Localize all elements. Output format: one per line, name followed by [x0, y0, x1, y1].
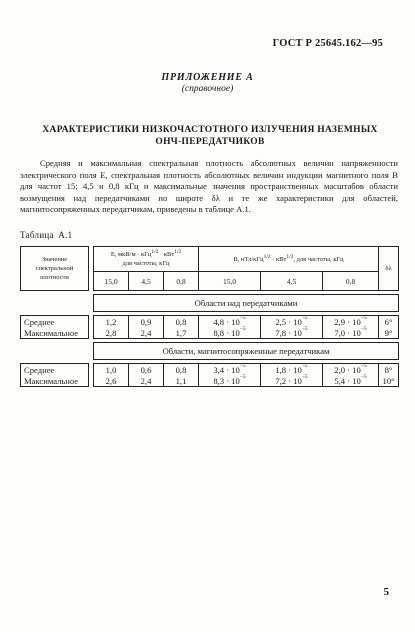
section-title: Области над передатчиками: [94, 295, 399, 312]
b-times: · 10: [288, 327, 302, 338]
b-mantissa: 8,3: [213, 375, 225, 386]
freq-b-2: 0,8: [323, 272, 379, 291]
table-row: [21, 364, 399, 376]
section-row: [21, 295, 399, 312]
e-value: 2,4: [129, 375, 164, 387]
caption-word: Таблица: [20, 230, 54, 240]
e-value: 1,7: [164, 327, 199, 339]
e-value: 0,9: [129, 316, 164, 328]
dl-value: 6°: [379, 316, 399, 328]
freq-b-1: 4,5: [261, 272, 323, 291]
b-exponent: −5: [239, 373, 246, 380]
document-title: [40, 124, 380, 148]
freq-e-0: 15,0: [94, 272, 129, 291]
page-number: 5: [383, 586, 389, 598]
b-value: [199, 316, 261, 328]
b-exponent: −5: [360, 373, 367, 380]
b-exponent: −5: [360, 362, 367, 369]
dl-value: 8°: [379, 364, 399, 376]
b-mantissa: 7,0: [334, 327, 346, 338]
b-value: [261, 364, 323, 376]
b-exponent: −5: [301, 373, 308, 380]
b-times: · 10: [288, 375, 302, 386]
b-times: · 10: [288, 316, 302, 327]
header-row: [21, 247, 399, 272]
b-value: [199, 327, 261, 339]
header-e-b: · кВт: [160, 251, 175, 258]
header-density: Значение спектральной плотности: [21, 247, 89, 291]
b-value: [199, 364, 261, 376]
b-times: · 10: [226, 375, 240, 386]
table-caption: [20, 230, 72, 240]
title-line-2: ОНЧ-ПЕРЕДАТЧИКОВ: [155, 137, 265, 147]
b-times: · 10: [288, 364, 302, 375]
e-value: 1,0: [94, 364, 129, 376]
e-value: 2,8: [94, 327, 129, 339]
b-exponent: −5: [301, 314, 308, 321]
data-table: [20, 246, 399, 387]
title-line-1: ХАРАКТЕРИСТИКИ НИЗКОЧАСТОТНОГО ИЗЛУЧЕНИЯ НАЗЕМНЫХ: [42, 125, 378, 135]
b-times: · 10: [226, 327, 240, 338]
table-row: [21, 375, 399, 387]
b-value: [261, 327, 323, 339]
body-paragraph: Средняя и максимальная спектральная плотность абсолютных величин напряженности электрического поля E, спектральная плотность абсолютных величин индукции магнитного поля B для частот 15; 4,5 и 0,8 кГц и максимальные значения пространственных масштабов области возмущения над передатчиками по широте δλ и те же характеристики для областей, магнитосопряженных передатчикам, приведены в таблице А.1.: [20, 158, 398, 215]
b-times: · 10: [347, 327, 361, 338]
e-value: 2,6: [94, 375, 129, 387]
e-value: 0,6: [129, 364, 164, 376]
freq-b-0: 15,0: [199, 272, 261, 291]
b-times: · 10: [226, 364, 240, 375]
b-exponent: −5: [239, 314, 246, 321]
row-label: Максимальное: [21, 375, 89, 387]
row-label: Максимальное: [21, 327, 89, 339]
row-label: Среднее: [21, 364, 89, 376]
b-mantissa: 2,5: [275, 316, 287, 327]
b-mantissa: 8,8: [213, 327, 225, 338]
standard-header: ГОСТ Р 25645.162—95: [272, 38, 383, 49]
header-dl: δλ: [379, 247, 399, 291]
b-exponent: −5: [360, 314, 367, 321]
b-times: · 10: [347, 364, 361, 375]
b-mantissa: 7,8: [275, 327, 287, 338]
section-title: Области, магнитосопряженные передатчикам: [94, 343, 399, 360]
header-e-sup1: 1/2: [151, 249, 159, 255]
b-mantissa: 3,4: [213, 364, 225, 375]
b-value: [261, 316, 323, 328]
e-value: 2,4: [129, 327, 164, 339]
b-times: · 10: [347, 316, 361, 327]
header-e-c: для частоты, кГц: [122, 260, 170, 267]
b-mantissa: 7,2: [275, 375, 287, 386]
b-exponent: −5: [301, 325, 308, 332]
b-exponent: −5: [239, 325, 246, 332]
b-exponent: −5: [239, 362, 246, 369]
section-row: [21, 343, 399, 360]
b-times: · 10: [347, 375, 361, 386]
b-exponent: −5: [301, 362, 308, 369]
e-value: 1,1: [164, 375, 199, 387]
b-value: [323, 364, 379, 376]
b-value: [261, 375, 323, 387]
header-b-sup2: 1/2: [286, 253, 294, 260]
header-e: [94, 247, 199, 272]
b-mantissa: 4,8: [213, 316, 225, 327]
header-e-sup2: 1/2: [174, 249, 182, 255]
e-value: 0,8: [164, 364, 199, 376]
dl-value: 9°: [379, 327, 399, 339]
header-b: [199, 247, 379, 272]
appendix-name: ПРИЛОЖЕНИЕ А: [161, 72, 254, 83]
b-mantissa: 2,0: [334, 364, 346, 375]
b-value: [199, 375, 261, 387]
row-label: Среднее: [21, 316, 89, 328]
b-value: [323, 375, 379, 387]
header-b-a: B, нТл/кГц: [233, 255, 264, 263]
b-value: [323, 327, 379, 339]
dl-value: 10°: [379, 375, 399, 387]
e-value: 1,2: [94, 316, 129, 328]
header-b-sup1: 1/2: [263, 253, 271, 260]
caption-number: А.1: [58, 230, 73, 240]
b-times: · 10: [226, 316, 240, 327]
freq-e-2: 0,8: [164, 272, 199, 291]
header-b-b: · кВт: [272, 255, 287, 263]
b-value: [323, 316, 379, 328]
b-mantissa: 1,8: [275, 364, 287, 375]
appendix-note: (справочное): [181, 84, 234, 94]
table-row: [21, 316, 399, 328]
table-row: [21, 327, 399, 339]
b-exponent: −5: [360, 325, 367, 332]
header-b-c: , для частоты, кГц: [293, 255, 344, 263]
header-e-a: E, мкВ/м · кГц: [110, 251, 152, 258]
b-mantissa: 2,9: [334, 316, 346, 327]
freq-e-1: 4,5: [129, 272, 164, 291]
e-value: 0,8: [164, 316, 199, 328]
b-mantissa: 5,4: [334, 375, 346, 386]
